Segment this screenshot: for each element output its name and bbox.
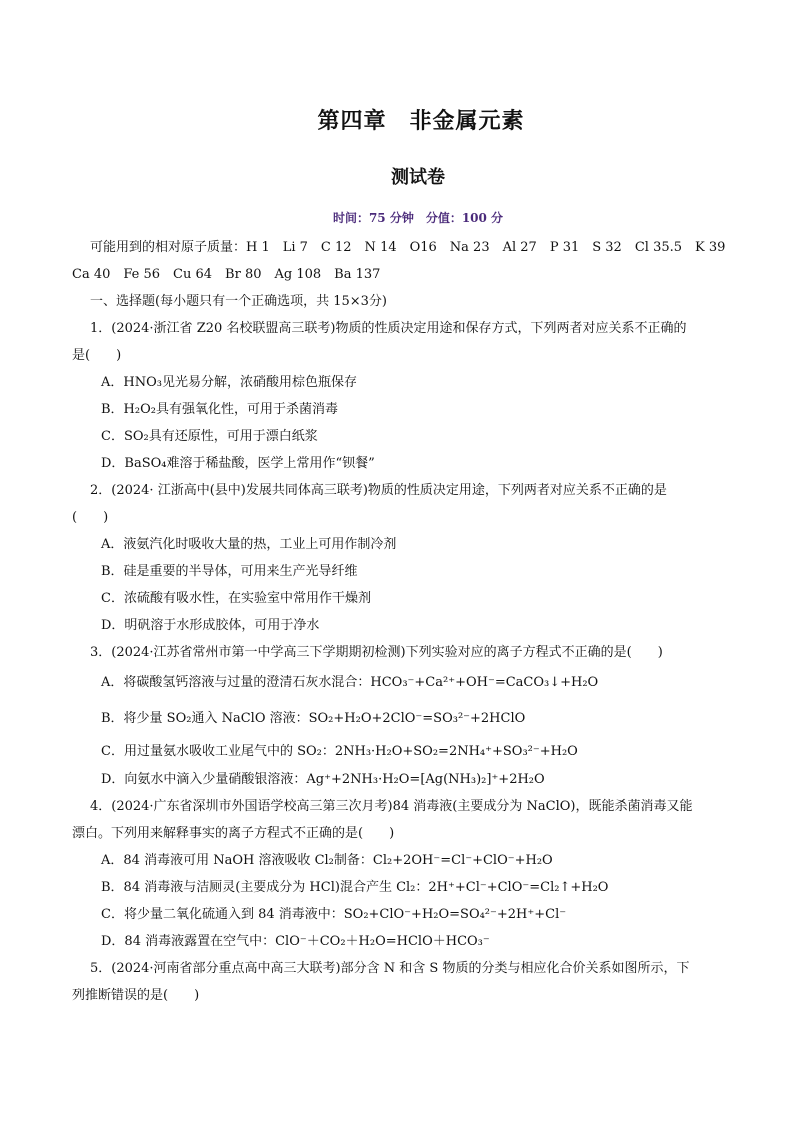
question-1-stem-cont: 是( ) bbox=[72, 348, 122, 363]
question-4-option-d: D．84 消毒液露置在空气中：ClO⁻＋CO₂＋H₂O=HClO＋HCO₃⁻ bbox=[101, 934, 490, 949]
question-4-option-c: C．将少量二氧化硫通入到 84 消毒液中：SO₂+ClO⁻+H₂O=SO₄²⁻+2H⁺+Cl⁻ bbox=[101, 907, 567, 922]
question-5-stem: 5．(2024·河南省部分重点高中高三大联考)部分含 N 和含 S 物质的分类与相应化合价关系如图所示，下 bbox=[90, 961, 690, 976]
question-1-option-d: D．BaSO₄难溶于稀盐酸，医学上常用作“钡餐” bbox=[101, 456, 375, 471]
question-1-option-c: C．SO₂具有还原性，可用于漂白纸浆 bbox=[101, 429, 318, 444]
time-and-score: 时间：75 分钟 分值：100 分 bbox=[332, 211, 504, 225]
question-3-option-a: A．将碳酸氢钙溶液与过量的澄清石灰水混合：HCO₃⁻+Ca²⁺+OH⁻=CaCO₃↓+H₂O bbox=[101, 675, 599, 690]
question-1-option-b: B．H₂O₂具有强氧化性，可用于杀菌消毒 bbox=[101, 402, 338, 417]
question-1-stem: 1．(2024·浙江省 Z20 名校联盟高三联考)物质的性质决定用途和保存方式，下列两者对应关系不正确的 bbox=[90, 321, 687, 336]
question-4-stem: 4．(2024·广东省深圳市外国语学校高三第三次月考)84 消毒液(主要成分为 NaClO)，既能杀菌消毒又能 bbox=[90, 799, 693, 814]
question-3-option-b: B．将少量 SO₂通入 NaClO 溶液：SO₂+H₂O+2ClO⁻=SO₃²⁻+2HClO bbox=[101, 711, 526, 726]
atomic-masses-line-1: 可能用到的相对原子质量：H 1 Li 7 C 12 N 14 O16 Na 23 Al 27 P 31 S 32 Cl 35.5 K 39 bbox=[90, 240, 726, 255]
test-subtitle: 测试卷 bbox=[391, 167, 445, 188]
question-1-option-a: A．HNO₃见光易分解，浓硝酸用棕色瓶保存 bbox=[101, 375, 357, 390]
question-3-option-d: D．向氨水中滴入少量硝酸银溶液：Ag⁺+2NH₃·H₂O=[Ag(NH₃)₂]⁺+2H₂O bbox=[101, 772, 545, 787]
question-4-stem-cont: 漂白。下列用来解释事实的离子方程式不正确的是( ) bbox=[72, 826, 395, 841]
question-2-option-c: C．浓硫酸有吸水性，在实验室中常用作干燥剂 bbox=[101, 591, 371, 606]
question-2-stem-cont: ( ) bbox=[72, 510, 109, 525]
question-3-stem: 3．(2024·江苏省常州市第一中学高三下学期期初检测)下列实验对应的离子方程式不正确的是( ) bbox=[90, 645, 663, 660]
chapter-title: 第四章 非金属元素 bbox=[317, 109, 525, 134]
question-3-option-c: C．用过量氨水吸收工业尾气中的 SO₂：2NH₃·H₂O+SO₂=2NH₄⁺+SO₃²⁻+H₂O bbox=[101, 744, 578, 759]
section-heading: 一、选择题(每小题只有一个正确选项，共 15×3分) bbox=[90, 294, 387, 309]
question-4-option-a: A．84 消毒液可用 NaOH 溶液吸收 Cl₂制备：Cl₂+2OH⁻=Cl⁻+ClO⁻+H₂O bbox=[101, 853, 553, 868]
atomic-masses-line-2: Ca 40 Fe 56 Cu 64 Br 80 Ag 108 Ba 137 bbox=[72, 267, 381, 282]
question-5-stem-cont: 列推断错误的是( ) bbox=[72, 988, 200, 1003]
question-4-option-b: B．84 消毒液与洁厕灵(主要成分为 HCl)混合产生 Cl₂：2H⁺+Cl⁻+ClO⁻=Cl₂↑+H₂O bbox=[101, 880, 609, 895]
question-2-stem: 2．(2024· 江浙高中(县中)发展共同体高三联考)物质的性质决定用途，下列两者对应关系不正确的是 bbox=[90, 483, 667, 498]
question-2-option-b: B．硅是重要的半导体，可用来生产光导纤维 bbox=[101, 564, 358, 579]
question-2-option-d: D．明矾溶于水形成胶体，可用于净水 bbox=[101, 618, 320, 633]
question-2-option-a: A．液氨汽化时吸收大量的热，工业上可用作制冷剂 bbox=[101, 537, 397, 552]
